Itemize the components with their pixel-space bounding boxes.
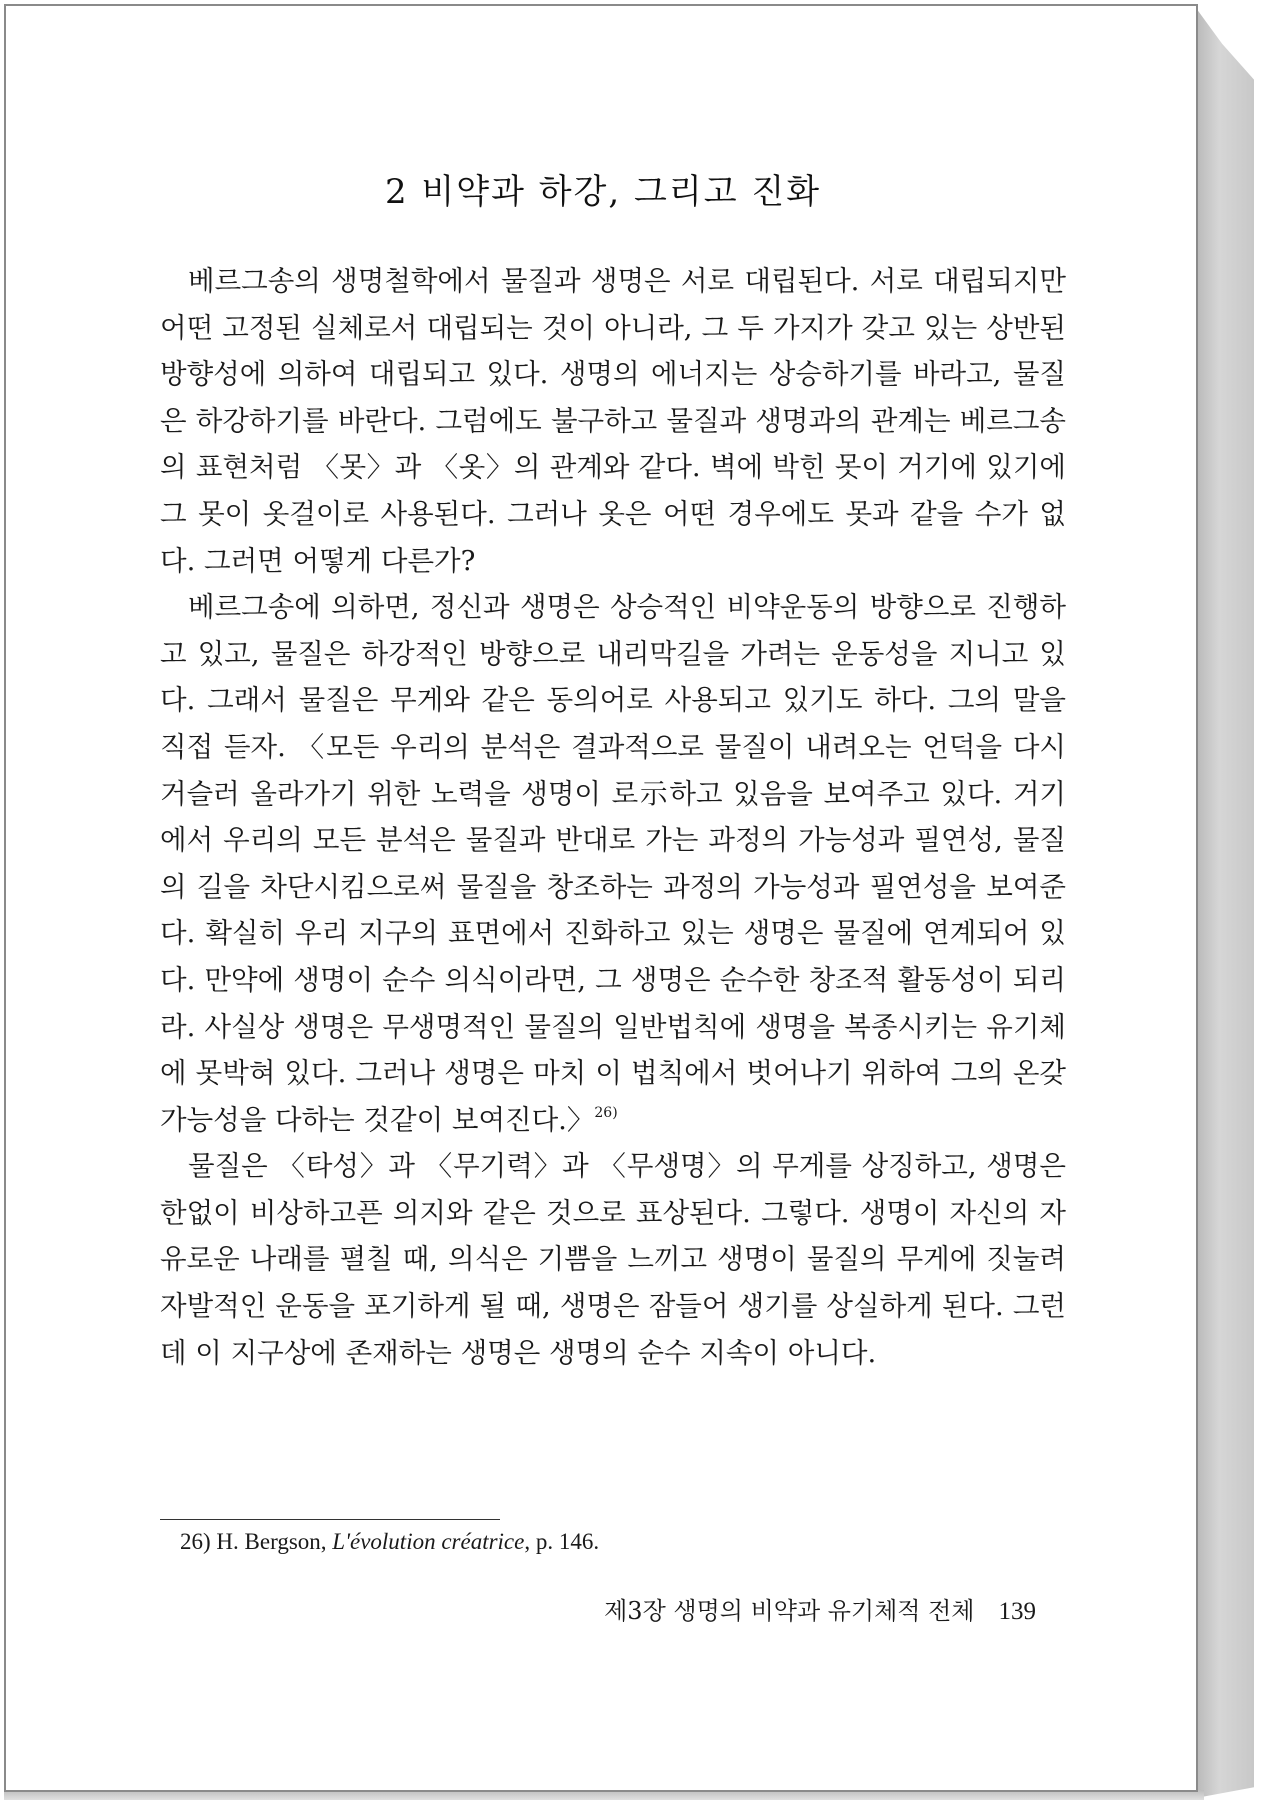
chapter-title: 제3장 생명의 비약과 유기체적 전체 bbox=[604, 1597, 975, 1625]
page-edge-right bbox=[1196, 8, 1254, 1798]
running-footer bbox=[160, 1594, 1036, 1629]
paragraph-1: 베르그송의 생명철학에서 물질과 생명은 서로 대립된다. 서로 대립되지만 어떤 고정된 실체로서 대립되는 것이 아니라, 그 두 가지가 갖고 있는 상반된 방향성에 의하여 대립되고 있다. 생명의 에너지는 상승하기를 바라고, 물질은 하강하기를 바란다. 그럼에도 불구하고 물질과 생명과의 관계는 베르그송의 표현처럼 〈못〉과 〈옷〉의 관계와 같다. 벽에 박힌 못이 거기에 있기에 그 못이 옷걸이로 사용된다. 그러나 옷은 어떤 경우에도 못과 같을 수가 없다. 그러면 어떻게 다른가? bbox=[160, 265, 1066, 577]
footnote-reference: 26) bbox=[594, 1104, 618, 1121]
footnote-work-title: L'évolution créatrice bbox=[332, 1529, 525, 1554]
footnote-divider bbox=[160, 1519, 500, 1520]
body-text bbox=[160, 258, 1066, 1376]
paragraph-2-text: 베르그송에 의하면, 정신과 생명은 상승적인 비약운동의 방향으로 진행하고 있고, 물질은 하강적인 방향으로 내리막길을 가려는 운동성을 지니고 있다. 그래서 물질은 무게와 같은 동의어로 사용되고 있기도 하다. 그의 말을 직접 듣자. 〈모든 우리의 분석은 결과적으로 물질이 내려오는 언덕을 다시 거슬러 올라가기 위한 노력을 생명이 로示하고 있음을 보여주고 있다. 거기에서 우리의 모든 분석은 물질과 반대로 가는 과정의 가능성과 필연성, 물질의 길을 차단시킴으로써 물질을 창조하는 과정의 가능성과 필연성을 보여준다. 확실히 우리 지구의 표면에서 진화하고 있는 생명은 물질에 연계되어 있다. 만약에 생명이 순수 의식이라면, 그 생명은 순수한 창조적 활동성이 되리라. 사실상 생명은 무생명적인 물질의 일반법칙에 생명을 복종시키는 유기체에 못박혀 있다. 그러나 생명은 마치 이 법칙에서 벗어나기 위하여 그의 온갖 가능성을 다하는 것같이 보여진다.〉 bbox=[160, 591, 1066, 1136]
footnote bbox=[180, 1526, 1060, 1558]
paragraph-3: 물질은 〈타성〉과 〈무기력〉과 〈무생명〉의 무게를 상징하고, 생명은 한없이 비상하고픈 의지와 같은 것으로 표상된다. 그렇다. 생명이 자신의 자유로운 나래를 펼칠 때, 의식은 기쁨을 느끼고 생명이 물질의 무게에 짓눌려 자발적인 운동을 포기하게 될 때, 생명은 잠들어 생기를 상실하게 된다. 그런데 이 지구상에 존재하는 생명은 생명의 순수 지속이 아니다. bbox=[160, 1150, 1066, 1369]
footnote-author: H. Bergson, bbox=[216, 1529, 327, 1554]
paragraph-2 bbox=[160, 584, 1066, 1143]
footnote-number: 26) bbox=[180, 1529, 211, 1554]
footnote-page: , p. 146. bbox=[524, 1529, 600, 1554]
page-number: 139 bbox=[998, 1598, 1036, 1625]
section-title: 2 비약과 하강, 그리고 진화 bbox=[384, 172, 822, 212]
